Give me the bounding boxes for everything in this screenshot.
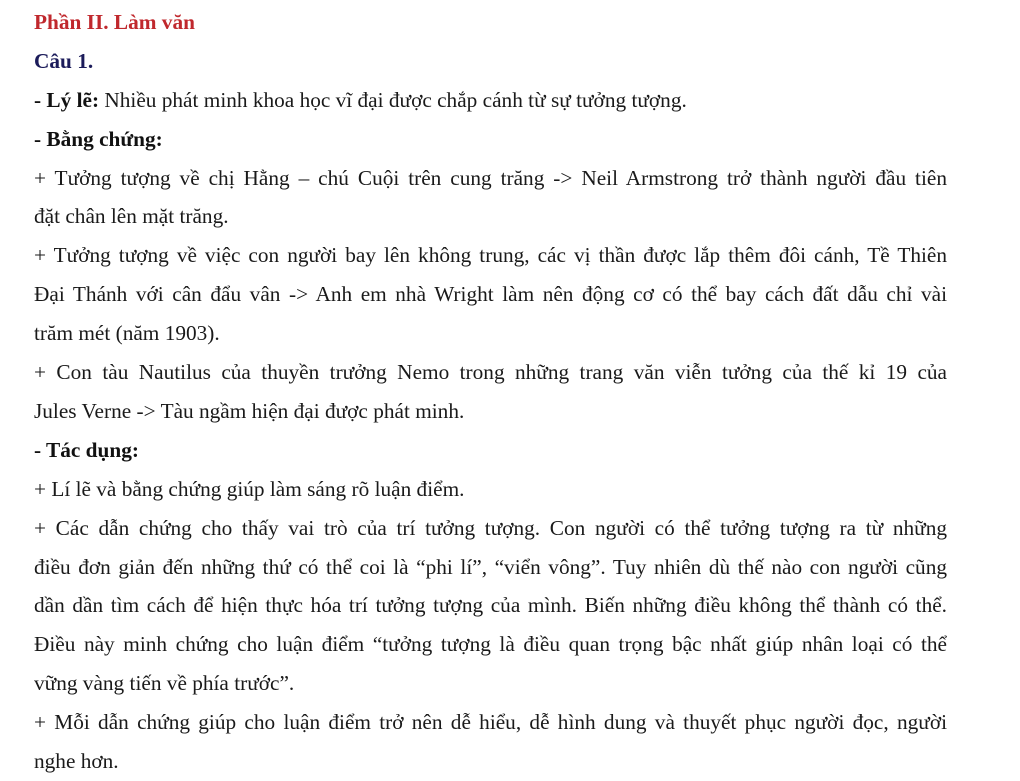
effect-item-line: Điều này minh chứng cho luận điểm “tưởng tượng là điều quan trọng bậc nhất giúp nhân loại có thể — [34, 632, 947, 657]
evidence-item — [34, 353, 947, 431]
effect-item-line: vững vàng tiến về phía trước”. — [34, 671, 295, 696]
effect-item-line: dần dần tìm cách để hiện thực hóa trí tưởng tượng của mình. Biến những điều không thể thành có thể. — [34, 593, 947, 618]
reason-text: Nhiều phát minh khoa học vĩ đại được chắp cánh từ sự tưởng tượng. — [99, 87, 687, 112]
effect-label: - Tác dụng: — [34, 437, 139, 462]
evidence-item-line: + Con tàu Nautilus của thuyền trưởng Nemo trong những trang văn viễn tưởng của thế kỉ 19 của — [34, 360, 947, 385]
evidence-item — [34, 236, 947, 353]
evidence-item-line: Jules Verne -> Tàu ngầm hiện đại được phát minh. — [34, 398, 465, 423]
evidence-item-line: + Tưởng tượng về việc con người bay lên không trung, các vị thần được lắp thêm đôi cánh, Tề Thiên — [34, 243, 947, 268]
question-label: Câu 1. — [34, 48, 94, 73]
evidence-item-line: trăm mét (năm 1903). — [34, 321, 220, 346]
reason-paragraph — [34, 81, 947, 120]
evidence-item — [34, 159, 947, 237]
evidence-item-line: + Tưởng tượng về chị Hằng – chú Cuội trên cung trăng -> Neil Armstrong trở thành người đầu tiên — [34, 165, 947, 190]
effect-item — [34, 703, 947, 781]
effect-item-line: + Lí lẽ và bằng chứng giúp làm sáng rõ luận điểm. — [34, 476, 465, 501]
document-page — [34, 3, 947, 781]
reason-label: - Lý lẽ: — [34, 87, 100, 112]
evidence-label: - Bằng chứng: — [34, 126, 163, 151]
effect-item-line: nghe hơn. — [34, 749, 119, 774]
effect-item-line: + Các dẫn chứng cho thấy vai trò của trí tưởng tượng. Con người có thể tưởng tượng ra từ những — [34, 515, 947, 540]
effect-item-line: điều đơn giản đến những thứ có thể coi là “phi lí”, “viển vông”. Tuy nhiên dù thế nào con người cũng — [34, 554, 947, 579]
section-title: Phần II. Làm văn — [34, 10, 195, 34]
effect-item — [34, 470, 947, 509]
effect-item-line: + Mỗi dẫn chứng giúp cho luận điểm trở nên dễ hiểu, dễ hình dung và thuyết phục người đọc, người — [34, 710, 947, 735]
effect-item — [34, 509, 947, 704]
evidence-item-line: đặt chân lên mặt trăng. — [34, 204, 229, 229]
evidence-item-line: Đại Thánh với cân đẩu vân -> Anh em nhà Wright làm nên động cơ có thể bay cách đất dẫu chỉ vài — [34, 282, 947, 307]
